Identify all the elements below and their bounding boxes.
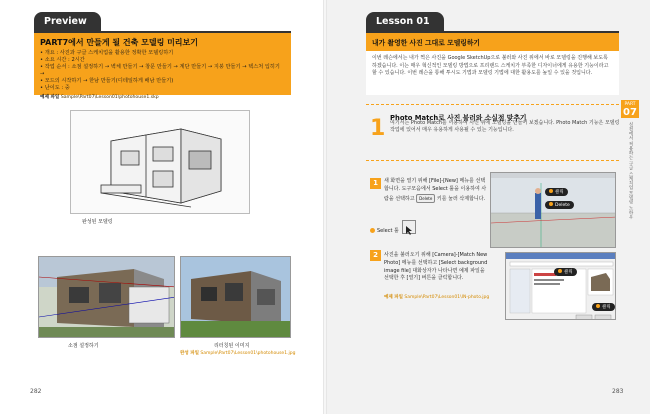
part-number: 07	[621, 107, 639, 118]
part-side-tab	[621, 100, 639, 280]
step-2-example	[384, 294, 489, 300]
house-line-drawing	[71, 111, 250, 214]
vanishing-point-label: 소점 설정하기	[68, 343, 99, 349]
select-tool-note	[370, 228, 399, 236]
step-1-text	[384, 178, 490, 203]
list-item: • 작업 순서 : 소점 설정하기 → 벽체 만들기 → 창문 만들기 → 계단 만들기 → 지붕 만들기 → 텍스처 입히기 →	[40, 64, 285, 78]
list-item: • 개요 : 사진과 구글 스케치업을 활용한 정확한 모델링하기	[40, 50, 285, 57]
section-divider	[366, 160, 619, 161]
finished-model-label: 완성된 모델링	[82, 219, 113, 225]
source-path: Sample\Part07\Lesson01\photohouse1.jpg	[200, 351, 296, 356]
example-file	[40, 94, 285, 100]
step-1-text-b: 키를 눌러 삭제합니다.	[436, 195, 486, 202]
lesson-box	[366, 33, 619, 95]
preview-box	[34, 33, 291, 100]
preview-title: PART7에서 만들게 될 건축 모델링 미리보기	[40, 38, 198, 47]
delete-callout: Delete	[545, 201, 574, 209]
preview-list	[40, 50, 285, 92]
page-number: 283	[612, 388, 624, 395]
section-number: 1	[370, 116, 386, 141]
vanishing-point-screenshot	[39, 257, 175, 338]
preview-tab: Preview	[34, 12, 101, 32]
page-number: 282	[30, 388, 42, 395]
select-tool-label: Select 툴	[377, 228, 399, 234]
source-label: 완성 파일	[180, 351, 199, 356]
part-label: PART	[621, 100, 639, 107]
section-title: Photo Match로 사진 불러와 소실점 맞추기	[390, 114, 527, 122]
retouched-source	[180, 350, 295, 356]
list-item: • 모드의 시작하기 → 한남 만들기(디테일하게 배남 만들기)	[40, 78, 285, 85]
retouched-image-figure	[180, 256, 291, 338]
lesson-tab: Lesson 01	[366, 12, 444, 32]
click-callout: 클릭	[545, 188, 568, 196]
select-tool-icon	[402, 220, 416, 234]
lesson-description: 이번 레슨에서는 내가 찍은 사진을 Google SketchUp으로 불러와 사진 위에서 바로 모델링을 진행해 보도록 하겠습니다. 이는 매우 혁신적인 모델링 방법으로 프리랜드 스케치가 부족한 디자이너에게 유용한 기능이라고 할 수 있습니다. 이번 레슨을 통해 투시도 기법과 모델링 기법에 대한 활용도를 높일 수 있을 것입니다.	[372, 55, 609, 77]
list-item: • 난이도 : 중	[40, 85, 285, 92]
step-1-badge: 1	[370, 178, 381, 189]
vanishing-point-figure	[38, 256, 175, 338]
example-path: Sample\Part07\Lesson01\IN-photo.jpg	[404, 295, 490, 300]
bullet-icon	[370, 228, 375, 233]
example-path: Sample\Part07\Lesson01\photohouse1.skp	[60, 95, 159, 100]
section-divider	[366, 104, 619, 105]
lesson-title: 내가 촬영한 사진 그대로 모델링하기	[366, 33, 619, 51]
file-dialog-screenshot	[505, 252, 616, 320]
finished-model-figure	[70, 110, 250, 214]
sketchup-viewport	[491, 173, 616, 248]
section-description: 여기서는 Photo Match를 이용하여 사진 위에 모델링을 만들어 보겠습니다. Photo Match 기능은 모델링 작업에 있어서 매우 유용하게 사용될 수 있는 기능입니다.	[390, 120, 620, 134]
part-vertical-title: 실전에서 적용하는 구글 스케치업 모델링 노하우	[628, 122, 633, 220]
list-item: • 소요 시간 : 2시간	[40, 57, 285, 64]
click-callout: 클릭	[592, 303, 615, 311]
step-1-text-a: 새 화면을 열기 위해 [File]-[New] 메뉴를 선택합니다. 도구모음에서 Select 툴을 이용하여 사람을 선택하고	[384, 178, 487, 202]
delete-key: Delete	[416, 194, 435, 204]
example-label: 예제 파일	[40, 95, 60, 100]
retouched-house-photo	[181, 257, 291, 338]
retouched-image-label: 리터칭된 이미지	[214, 343, 250, 349]
step-2-text: 사진을 불러오기 위해 [Camera]-[Match New Photo] 메뉴를 선택하고 [Select background image file] 대화상자가 나타나면 예제 파일을 선택한 후 [열기] 버튼을 클릭합니다.	[384, 252, 488, 282]
click-callout: 클릭	[554, 268, 577, 276]
sketchup-screenshot-1	[490, 172, 616, 248]
step-2-badge: 2	[370, 250, 381, 261]
book-gutter	[323, 0, 327, 414]
example-label: 예제 파일	[384, 295, 403, 300]
